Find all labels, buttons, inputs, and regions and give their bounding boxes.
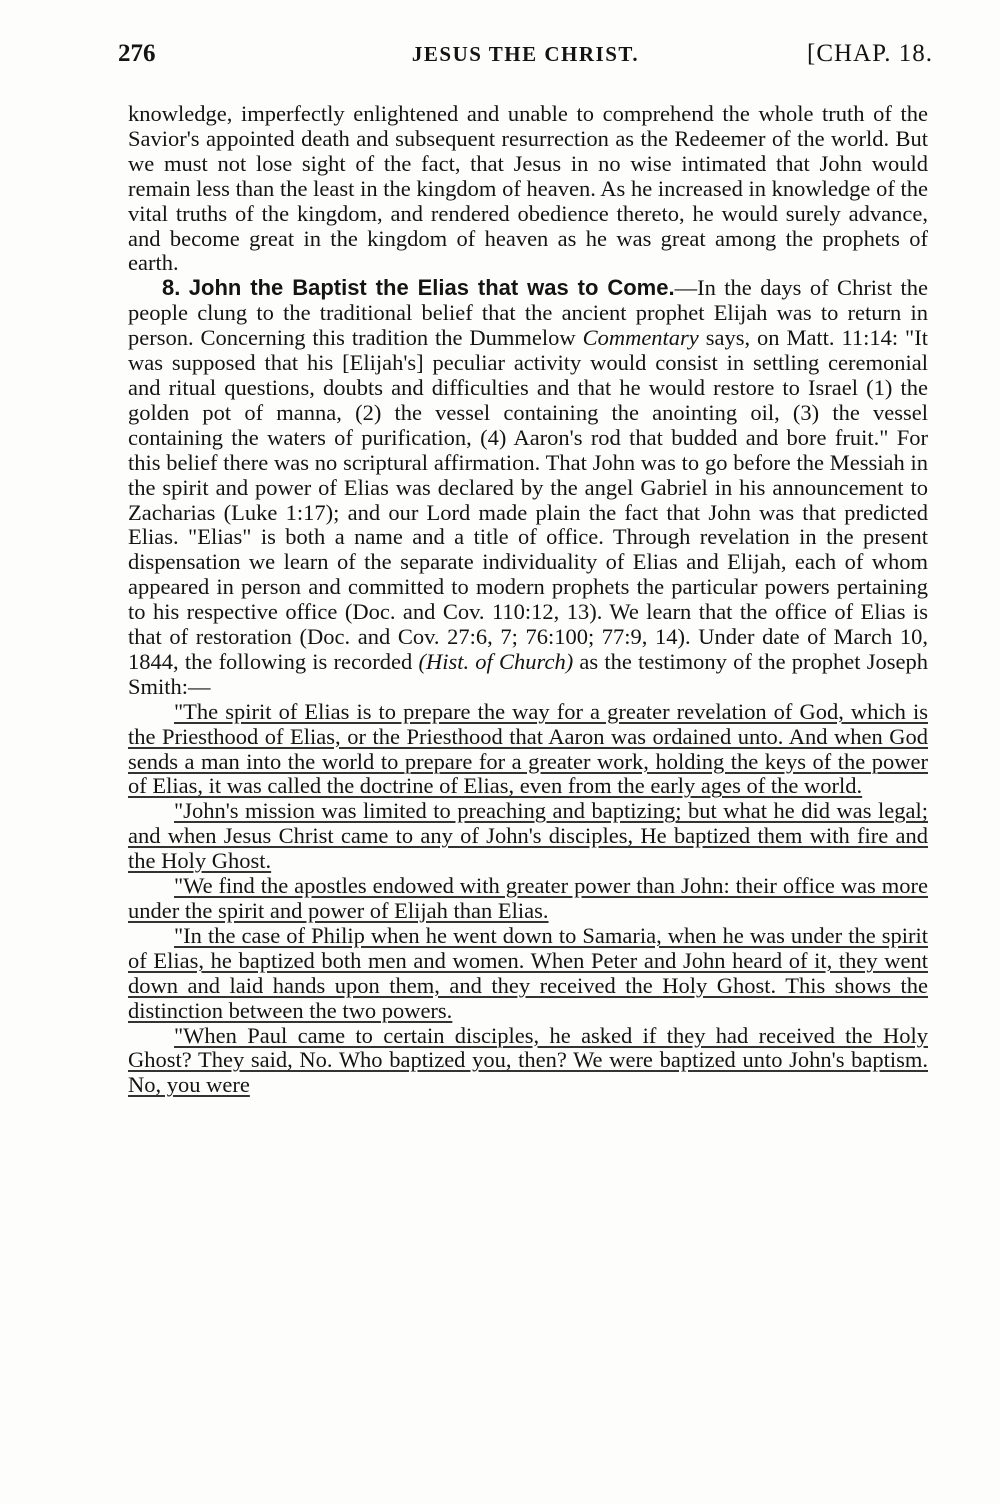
section-number: 8. — [162, 275, 181, 301]
quote-paragraph-4: "In the case of Philip when he went down to Samaria, when he was under the spirit of Elias, he baptized both men and women. When Peter and John heard of it, they went down and laid hands upon them, and they received the Holy Ghost. This shows the distinction between the two powers. — [128, 922, 928, 1023]
history-reference: (Hist. of Church) — [418, 648, 574, 674]
quote-paragraph-2: "John's mission was limited to preaching and baptizing; but what he did was legal; and when Jesus Christ came to any of John's disciples, He baptized them with fire and the Holy Ghost. — [128, 798, 928, 874]
paragraph-continuation: knowledge, imperfectly enlightened and unable to comprehend the whole truth of the Savior's appointed death and subsequent resurrection as the Redeemer of the world. But we must not lose sight of the fact, that Jesus in no wise intimated that John would remain less than the least in the kingdom of heaven. As he increased in knowledge of the vital truths of the kingdom, and rendered obedience thereto, he would surely advance, and become great in the kingdom of heaven as he was great among the prophets of earth. — [128, 101, 928, 276]
section-heading: John the Baptist the Elias that was to Come. — [188, 275, 675, 301]
page-number: 276 — [118, 40, 156, 67]
quote-paragraph-5: "When Paul came to certain disciples, he asked if they had received the Holy Ghost? They said, No. Who baptized you, then? We were baptized unto John's baptism. No, you were — [128, 1022, 928, 1098]
page-body — [128, 102, 928, 1098]
quote-paragraph-3: "We find the apostles endowed with greater power than John: their office was more under the spirit and power of Elijah than Elias. — [128, 873, 928, 923]
section-text-3: as the testimony of the prophet Joseph Smith:— — [128, 648, 928, 699]
running-title: JESUS THE CHRIST. — [411, 42, 640, 66]
commentary-title: Commentary — [582, 325, 699, 351]
section-8-paragraph — [128, 276, 928, 699]
page-header — [118, 40, 933, 80]
heading-dash: — — [674, 275, 698, 301]
chapter-label: [CHAP. 18. — [807, 40, 933, 67]
section-text-2: says, on Matt. 11:14: "It was supposed that his [Elijah's] peculiar activity would consist in settling ceremonial and ritual questions, doubts and difficulties and that he would restore to Israel (1) the golden pot of manna, (2) the vessel containing the anointing oil, (3) the vessel containing the waters of purification, (4) Aaron's rod that budded and bore fruit." For this belief there was no scriptural affirmation. That John was to go before the Messiah in the spirit and power of Elias was declared by the angel Gabriel in his announcement to Zacharias (Luke 1:17); and our Lord made plain the fact that John was that predicted Elias. "Elias" is both a name and a title of office. Through revelation in the present dispensation we learn of the separate individuality of Elias and Elijah, each of whom appeared in person and committed to modern prophets the particular powers pertaining to his respective office (Doc. and Cov. 110:12, 13). We learn that the office of Elias is that of restoration (Doc. and Cov. 27:6, 7; 76:100; 77:9, 14). Under date of March 10, 1844, the following is recorded — [128, 325, 928, 674]
section-text-1: In the days of Christ the people clung to the traditional belief that the ancient prophet Elijah was to return in person. Concerning this tradition the Dummelow — [128, 275, 928, 351]
quote-paragraph-1: "The spirit of Elias is to prepare the way for a greater revelation of God, which is the Priesthood of Elias, or the Priesthood that Aaron was ordained unto. And when God sends a man into the world to prepare for a greater work, holding the keys of the power of Elias, it was called the doctrine of Elias, even from the early ages of the world. — [128, 698, 928, 799]
